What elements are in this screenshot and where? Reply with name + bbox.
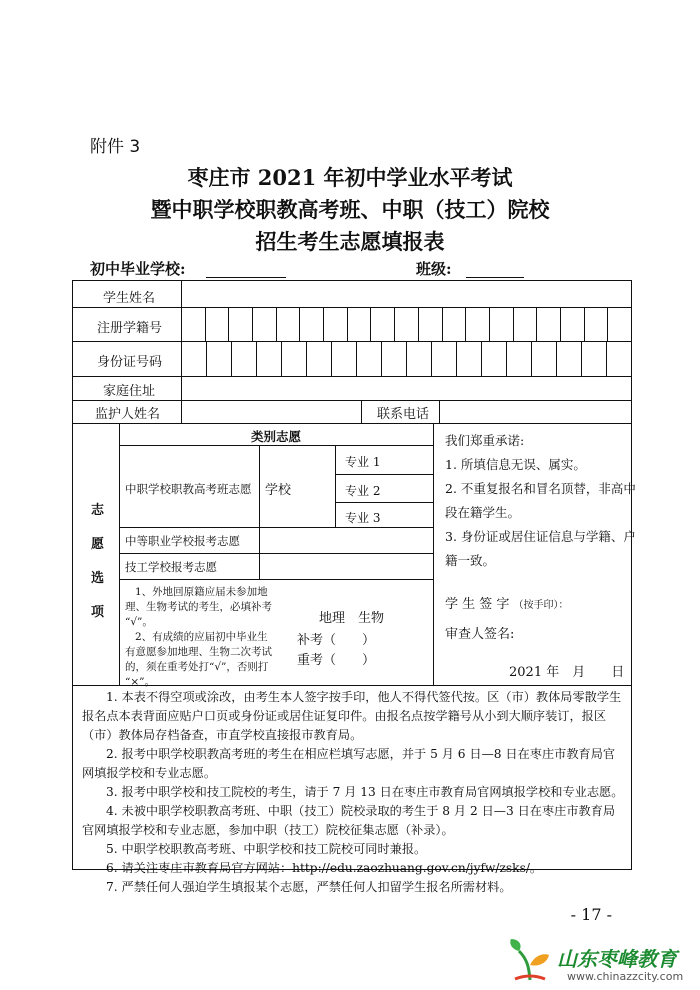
digit-box-divider: [418, 307, 419, 341]
digit-box-divider: [506, 341, 507, 376]
digit-box-divider: [228, 307, 229, 341]
reviewer-signature[interactable]: 审查人签名:: [445, 627, 515, 642]
digit-box-divider: [481, 341, 482, 376]
class-label: 班级:: [416, 260, 452, 278]
retake-exam-option[interactable]: 重考（ ）: [297, 653, 376, 668]
note-5: 5. 中职学校职教高考班、中职学校和技工院校可同时兼报。: [106, 842, 427, 856]
digit-box-divider: [465, 307, 466, 341]
note-4: 4. 未被中职学校职教高考班、中职（技工）院校录取的考生于 8 月 2 日—3 日在枣庄市教育局官网填报学校和专业志愿，参加中职（技工）院校征集志愿（补录）。: [82, 804, 616, 837]
digit-box-divider: [347, 307, 348, 341]
major-3-label: 专业 3: [345, 511, 381, 525]
student-name-label: 学生姓名: [103, 291, 156, 306]
sign-date: 2021 年 月 日: [509, 665, 625, 680]
digit-box-divider: [306, 341, 307, 376]
notes-section: [82, 688, 624, 897]
digit-box-divider: [442, 307, 443, 341]
makeup-exam-option[interactable]: 补考（ ）: [297, 633, 376, 648]
vocational-high-label: 中职学校职教高考班志愿: [125, 482, 252, 496]
page-number: - 17 -: [570, 905, 612, 924]
digit-box-divider: [281, 341, 282, 376]
digit-box-divider: [299, 307, 300, 341]
digit-box-divider: [456, 341, 457, 376]
digit-box-divider: [381, 341, 382, 376]
side-char-1: 志: [91, 503, 105, 518]
digit-box-divider: [205, 307, 206, 341]
school-word-label: 学校: [265, 483, 292, 498]
page-title-line2: 暨中职学校职教高考班、中职（技工）院校: [150, 197, 550, 222]
digit-box-divider: [607, 307, 608, 341]
digit-box-divider: [252, 307, 253, 341]
note-2: 2. 报考中职学校职教高考班的考生在相应栏填写志愿，并于 5 月 6 日—8 日在枣庄市教育局官网填报学校和专业志愿。: [82, 747, 616, 780]
note-6: 6. 请关注枣庄市教育局官方网站：http://edu.zaozhuang.gov.cn/jyfw/zsks/。: [106, 861, 543, 875]
school-label: 初中毕业学校:: [90, 260, 186, 278]
exam-notes: 1、外地回原籍应届未参加地 理、生物考试的考生，必填补考 “√”。 2、有成绩的应届初中毕业生 有意愿参加地理、生物二次考试 的，须在重考处打“√”，否则打 “×”。: [125, 586, 272, 688]
digit-box-divider: [556, 341, 557, 376]
major-1-label: 专业 1: [345, 455, 381, 469]
watermark-url[interactable]: www.chinazzcity.com: [567, 970, 684, 983]
side-char-3: 选: [91, 571, 105, 586]
page-title-line1: 枣庄市 2021 年初中学业水平考试: [187, 165, 513, 190]
pledge-text: 我们郑重承诺: 1. 所填信息无误、属实。 2. 不重复报名和冒名顶替，非高中 段在籍学生。 3. 身份证或居住证信息与学籍、户 籍一致。: [445, 433, 636, 568]
sprout-icon: [505, 935, 555, 985]
side-char-2: 愿: [91, 537, 105, 552]
guardian-label: 监护人姓名: [95, 407, 161, 422]
digit-box-divider: [431, 341, 432, 376]
major-2-label: 专业 2: [345, 484, 381, 498]
digit-box-divider: [256, 341, 257, 376]
note-7: 7. 严禁任何人强迫学生填报某个志愿，严禁任何人扣留学生报名所需材料。: [106, 880, 512, 894]
digit-box-divider: [531, 341, 532, 376]
note-3: 3. 报考中职学校和技工院校的考生，请于 7 月 13 日在枣庄市教育局官网填报学校和专业志愿。: [106, 785, 624, 799]
digit-box-divider: [584, 307, 585, 341]
digit-box-divider: [513, 307, 514, 341]
digit-box-divider: [206, 341, 207, 376]
digit-box-divider: [370, 307, 371, 341]
digit-box-divider: [276, 307, 277, 341]
digit-box-divider: [560, 307, 561, 341]
watermark-logo: [505, 935, 695, 990]
geo-bio-label: 地理 生物: [319, 611, 385, 626]
note-1: 1. 本表不得空项或涂改，由考生本人签字按手印，他人不得代签代按。区（市）教体局零散学生报名点本表背面应贴户口页或身份证或居住证复印件。由报名点按学籍号从小到大顺序装订，报区（市）教体局存档备查，市直学校直接报市教育局。: [82, 690, 622, 742]
attachment-label: 附件 3: [90, 137, 141, 157]
side-char-4: 项: [91, 605, 105, 620]
digit-box-divider: [323, 307, 324, 341]
digit-box-divider: [331, 341, 332, 376]
technical-label: 技工学校报考志愿: [125, 560, 217, 574]
category-header: 类别志愿: [251, 429, 302, 444]
address-label: 家庭住址: [103, 384, 156, 399]
reg-no-label: 注册学籍号: [97, 321, 163, 336]
digit-box-divider: [536, 307, 537, 341]
secondary-vocational-label: 中等职业学校报考志愿: [125, 534, 240, 548]
digit-box-divider: [356, 341, 357, 376]
id-no-label: 身份证号码: [97, 355, 163, 370]
digit-box-divider: [231, 341, 232, 376]
digit-box-divider: [394, 307, 395, 341]
watermark-brand: 山东枣峰教育: [557, 947, 677, 971]
digit-box-divider: [406, 341, 407, 376]
digit-box-divider: [581, 341, 582, 376]
phone-label: 联系电话: [377, 407, 430, 422]
school-blank[interactable]: [206, 260, 286, 278]
class-blank[interactable]: [466, 260, 524, 278]
page-title-line3: 招生考生志愿填报表: [255, 229, 445, 254]
student-signature[interactable]: 学 生 签 字 （按手印）：: [445, 597, 569, 612]
digit-box-divider: [489, 307, 490, 341]
digit-box-divider: [606, 341, 607, 376]
